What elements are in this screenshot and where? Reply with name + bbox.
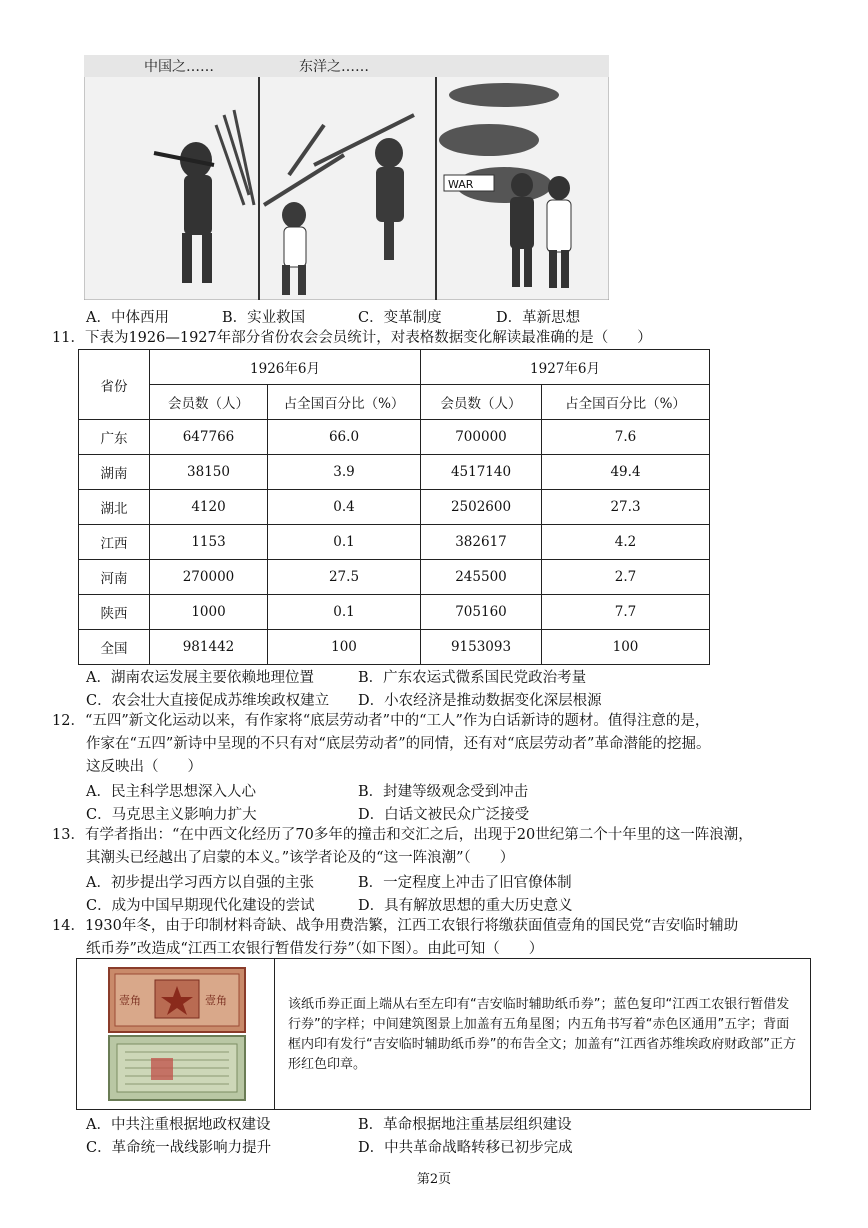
q12-stem-line2: 作家在“五四”新诗中呈现的不只有对“底层劳动者”的同情，还有对“底层劳动者”革命潜能的挖掘。 xyxy=(86,736,711,752)
cell-members-1927: 4517140 xyxy=(421,455,542,490)
cell-members-1926: 647766 xyxy=(150,420,268,455)
cell-province: 湖南 xyxy=(79,455,150,490)
q14-option-b[interactable]: B．革命根据地注重基层组织建设 xyxy=(358,1117,572,1133)
cell-province: 江西 xyxy=(79,525,150,560)
header-year-1927: 1927年6月 xyxy=(421,350,710,385)
q13-option-b[interactable]: B．一定程度上冲击了旧官僚体制 xyxy=(358,875,572,891)
cell-province: 湖北 xyxy=(79,490,150,525)
table-row xyxy=(79,560,710,595)
cell-members-1926: 38150 xyxy=(150,455,268,490)
banknote-label-left: 壹角 xyxy=(119,994,141,1007)
membership-table xyxy=(78,349,710,665)
banknote-image xyxy=(107,966,247,1102)
cell-percent-1927: 7.7 xyxy=(542,595,710,630)
q14-option-a[interactable]: A．中共注重根据地政权建设 xyxy=(86,1117,271,1133)
header-year-1926: 1926年6月 xyxy=(150,350,421,385)
q11-stem: 11．下表为1926—1927年部分省份农会会员统计，对表格数据变化解读最准确的是（ ） xyxy=(52,330,652,346)
q10-option-d[interactable]: D．革新思想 xyxy=(496,310,581,326)
cell-percent-1926: 66.0 xyxy=(268,420,421,455)
page-number: 第2页 xyxy=(416,1172,452,1187)
q12-option-b[interactable]: B．封建等级观念受到冲击 xyxy=(358,784,529,800)
cell-percent-1926: 3.9 xyxy=(268,455,421,490)
q13-stem-line2: 其潮头已经越出了启蒙的本义。”该学者论及的“这一阵浪潮”（ ） xyxy=(86,850,515,866)
banknote-description: 该纸币券正面上端从右至左印有“吉安临时辅助纸币券”；蓝色复印“江西工农银行暂借发行券”的字样；中间建筑图景上加盖有五角星图；内五角书写着“赤色区通用”五字；背面框内印有发行“吉安临时辅助纸币券”的布告全文；加盖有“江西省苏维埃政府财政部”正方形红色印章。 xyxy=(288,997,796,1072)
cell-members-1927: 9153093 xyxy=(421,630,542,665)
cell-percent-1926: 27.5 xyxy=(268,560,421,595)
q14-stem-line2: 纸币券”改造成“江西工农银行暂借发行券”（如下图）。由此可知（ ） xyxy=(86,941,544,957)
political-cartoon-image xyxy=(84,55,609,300)
cell-members-1926: 981442 xyxy=(150,630,268,665)
cell-members-1927: 245500 xyxy=(421,560,542,595)
q10-option-c[interactable]: C．变革制度 xyxy=(358,310,442,326)
cell-percent-1927: 4.2 xyxy=(542,525,710,560)
q11-option-a[interactable]: A．湖南农运发展主要依赖地理位置 xyxy=(86,670,314,686)
cell-percent-1926: 0.4 xyxy=(268,490,421,525)
banknote-figure-box xyxy=(76,958,811,1110)
cell-percent-1927: 27.3 xyxy=(542,490,710,525)
q13-option-a[interactable]: A．初步提出学习西方以自强的主张 xyxy=(86,875,314,891)
q12-option-d[interactable]: D．白话文被民众广泛接受 xyxy=(358,807,530,823)
table-row xyxy=(79,420,710,455)
cartoon-caption-right: 东洋之…… xyxy=(299,59,369,75)
cell-percent-1927: 49.4 xyxy=(542,455,710,490)
cell-province: 河南 xyxy=(79,560,150,595)
q12-stem-line3: 这反映出（ ） xyxy=(86,759,202,775)
banknote-label-right: 壹角 xyxy=(205,994,227,1007)
cell-percent-1926: 0.1 xyxy=(268,525,421,560)
table-row xyxy=(79,630,710,665)
cell-percent-1927: 2.7 xyxy=(542,560,710,595)
header-members-1927: 会员数（人） xyxy=(421,385,542,420)
q11-option-d[interactable]: D．小农经济是推动数据变化深层根源 xyxy=(358,693,602,709)
cell-members-1927: 700000 xyxy=(421,420,542,455)
cartoon-banner-text: WAR xyxy=(448,178,474,191)
header-members-1926: 会员数（人） xyxy=(150,385,268,420)
header-province: 省份 xyxy=(79,350,150,420)
header-percent-1926: 占全国百分比（%） xyxy=(268,385,421,420)
table-row xyxy=(79,455,710,490)
cell-members-1927: 705160 xyxy=(421,595,542,630)
cell-province: 陕西 xyxy=(79,595,150,630)
cell-percent-1926: 100 xyxy=(268,630,421,665)
q14-option-c[interactable]: C．革命统一战线影响力提升 xyxy=(86,1140,272,1156)
q11-option-b[interactable]: B．广东农运式微系国民党政治考量 xyxy=(358,670,587,686)
q13-stem-line1: 13．有学者指出：“在中西文化经历了70多年的撞击和交汇之后，出现于20世纪第二个十年里的这一阵浪潮， xyxy=(52,827,753,843)
q14-stem-line1: 14．1930年冬，由于印制材料奇缺、战争用费浩繁，江西工农银行将缴获面值壹角的国民党“吉安临时辅助 xyxy=(52,918,739,934)
q12-option-c[interactable]: C．马克思主义影响力扩大 xyxy=(86,807,257,823)
cell-members-1926: 1153 xyxy=(150,525,268,560)
box-divider xyxy=(274,959,275,1109)
q12-option-a[interactable]: A．民主科学思想深入人心 xyxy=(86,784,256,800)
cell-province: 广东 xyxy=(79,420,150,455)
cell-percent-1926: 0.1 xyxy=(268,595,421,630)
q14-option-d[interactable]: D．中共革命战略转移已初步完成 xyxy=(358,1140,573,1156)
cell-members-1926: 4120 xyxy=(150,490,268,525)
q11-option-c[interactable]: C．农会壮大直接促成苏维埃政权建立 xyxy=(86,693,330,709)
table-row xyxy=(79,525,710,560)
cartoon-caption-left: 中国之…… xyxy=(144,59,214,75)
table-row xyxy=(79,490,710,525)
cell-percent-1927: 100 xyxy=(542,630,710,665)
q10-option-b[interactable]: B．实业救国 xyxy=(222,310,306,326)
cell-members-1926: 1000 xyxy=(150,595,268,630)
cell-members-1927: 2502600 xyxy=(421,490,542,525)
header-percent-1927: 占全国百分比（%） xyxy=(542,385,710,420)
table-row xyxy=(79,595,710,630)
q13-option-d[interactable]: D．具有解放思想的重大历史意义 xyxy=(358,898,573,914)
q12-stem-line1: 12．“五四”新文化运动以来，有作家将“底层劳动者”中的“工人”作为白话新诗的题材。值得注意的是， xyxy=(52,713,710,729)
cell-members-1926: 270000 xyxy=(150,560,268,595)
q10-option-a[interactable]: A．中体西用 xyxy=(86,310,169,326)
cell-members-1927: 382617 xyxy=(421,525,542,560)
cell-percent-1927: 7.6 xyxy=(542,420,710,455)
q13-option-c[interactable]: C．成为中国早期现代化建设的尝试 xyxy=(86,898,315,914)
cell-province: 全国 xyxy=(79,630,150,665)
